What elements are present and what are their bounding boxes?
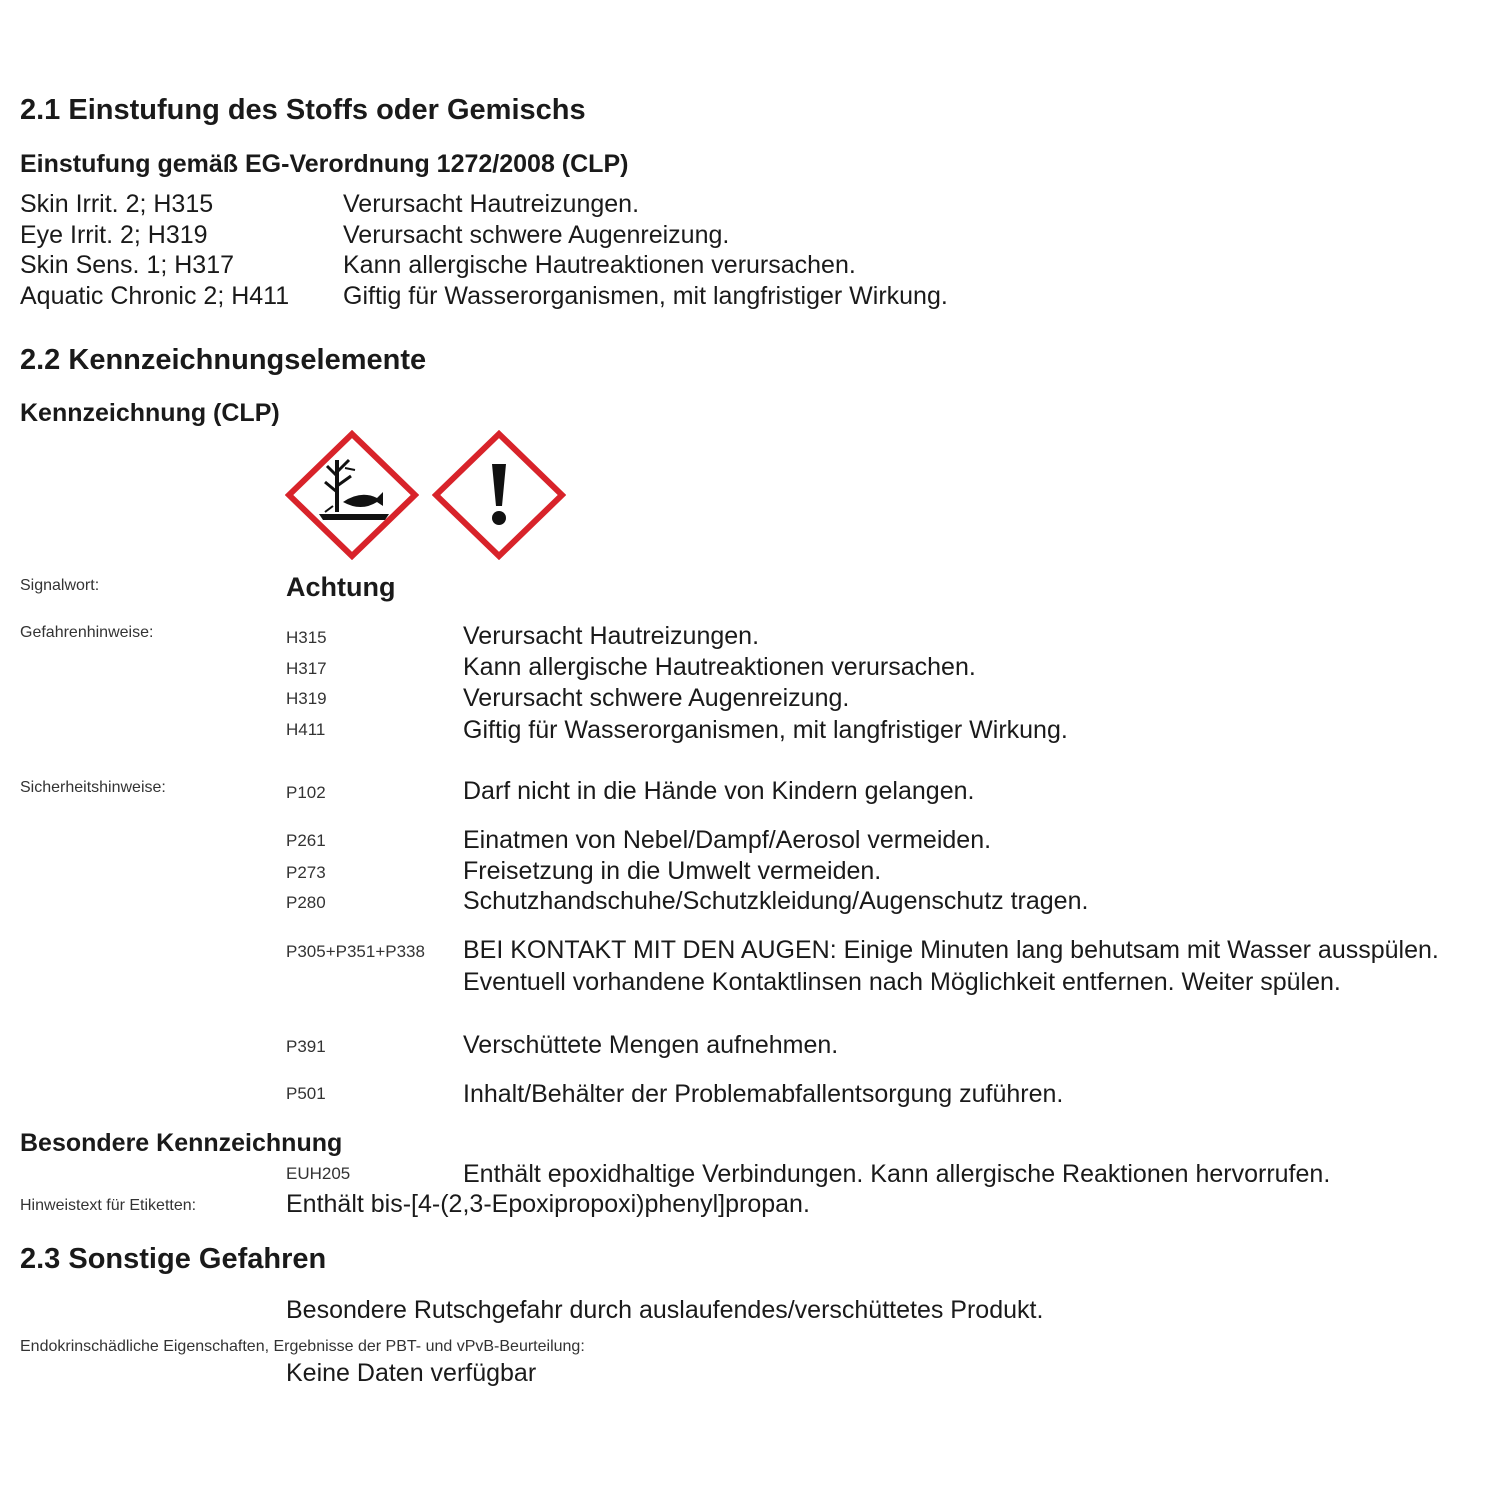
classification-row (20, 221, 729, 250)
label-hint-label: Hinweistext für Etiketten: (20, 1197, 197, 1214)
precaution-code: P391 (286, 1037, 326, 1056)
section-2-1-title: 2.1 Einstufung des Stoffs oder Gemischs (20, 94, 586, 126)
special-labelling-text: Enthält epoxidhaltige Verbindungen. Kann allergische Reaktionen hervorrufen. (463, 1160, 1331, 1188)
other-hazards-text: Besondere Rutschgefahr durch auslaufendes/verschüttetes Produkt. (286, 1296, 1044, 1324)
precaution-code: P305+P351+P338 (286, 942, 425, 961)
hazard-text: Verursacht schwere Augenreizung. (463, 684, 850, 712)
hazard-code: H317 (286, 659, 327, 678)
classification-code: Skin Irrit. 2; H315 (20, 190, 214, 218)
classification-row (20, 251, 856, 280)
precaution-text: Verschüttete Mengen aufnehmen. (463, 1031, 839, 1059)
hazard-text: Giftig für Wasserorganismen, mit langfristiger Wirkung. (463, 716, 1068, 744)
precaution-text: BEI KONTAKT MIT DEN AUGEN: Einige Minuten lang behutsam mit Wasser ausspülen. Eventuell vorhandene Kontaktlinsen nach Möglichkeit entfernen. Weiter spülen. (463, 936, 1439, 996)
precaution-code: P261 (286, 831, 326, 850)
precaution-text: Darf nicht in die Hände von Kindern gelangen. (463, 777, 975, 805)
classification-code: Aquatic Chronic 2; H411 (20, 282, 290, 310)
precautionary-statements-label: Sicherheitshinweise: (20, 779, 166, 796)
classification-row (20, 282, 948, 311)
special-labelling-title: Besondere Kennzeichnung (20, 1129, 343, 1157)
endocrine-label: Endokrinschädliche Eigenschaften, Ergebnisse der PBT- und vPvB-Beurteilung: (20, 1338, 585, 1355)
section-2-3-title: 2.3 Sonstige Gefahren (20, 1243, 327, 1275)
precaution-text: Einatmen von Nebel/Dampf/Aerosol vermeiden. (463, 826, 992, 854)
environment-hazard-icon (285, 430, 419, 560)
classification-text: Giftig für Wasserorganismen, mit langfristiger Wirkung. (343, 282, 948, 310)
classification-text: Kann allergische Hautreaktionen verursachen. (343, 251, 856, 279)
exclamation-mark-icon (432, 430, 566, 560)
precaution-code: P273 (286, 863, 326, 882)
hazard-code: H315 (286, 628, 327, 647)
hazard-text: Verursacht Hautreizungen. (463, 622, 760, 650)
precaution-text: Schutzhandschuhe/Schutzkleidung/Augenschutz tragen. (463, 887, 1089, 915)
hazard-code: H411 (286, 720, 326, 739)
precaution-code: P501 (286, 1084, 326, 1103)
precaution-text: Freisetzung in die Umwelt vermeiden. (463, 857, 882, 885)
endocrine-text: Keine Daten verfügbar (286, 1359, 537, 1387)
signal-word: Achtung (286, 572, 396, 602)
classification-text: Verursacht schwere Augenreizung. (343, 221, 730, 249)
classification-code: Eye Irrit. 2; H319 (20, 221, 208, 249)
hazard-code: H319 (286, 689, 327, 708)
section-2-2-title: 2.2 Kennzeichnungselemente (20, 344, 427, 376)
special-labelling-code: EUH205 (286, 1164, 351, 1183)
section-2-2-subtitle: Kennzeichnung (CLP) (20, 399, 280, 427)
precaution-text: Inhalt/Behälter der Problemabfallentsorgung zuführen. (463, 1080, 1064, 1108)
label-hint-text: Enthält bis-[4-(2,3-Epoxipropoxi)phenyl]propan. (286, 1190, 810, 1218)
hazard-text: Kann allergische Hautreaktionen verursachen. (463, 653, 976, 681)
classification-text: Verursacht Hautreizungen. (343, 190, 640, 218)
signal-word-label: Signalwort: (20, 577, 100, 594)
hazard-statements-label: Gefahrenhinweise: (20, 624, 154, 641)
classification-code: Skin Sens. 1; H317 (20, 251, 235, 279)
precaution-code: P280 (286, 893, 326, 912)
classification-row (20, 190, 639, 219)
precaution-code: P102 (286, 783, 326, 802)
section-2-1-subtitle: Einstufung gemäß EG-Verordnung 1272/2008 (CLP) (20, 150, 629, 178)
